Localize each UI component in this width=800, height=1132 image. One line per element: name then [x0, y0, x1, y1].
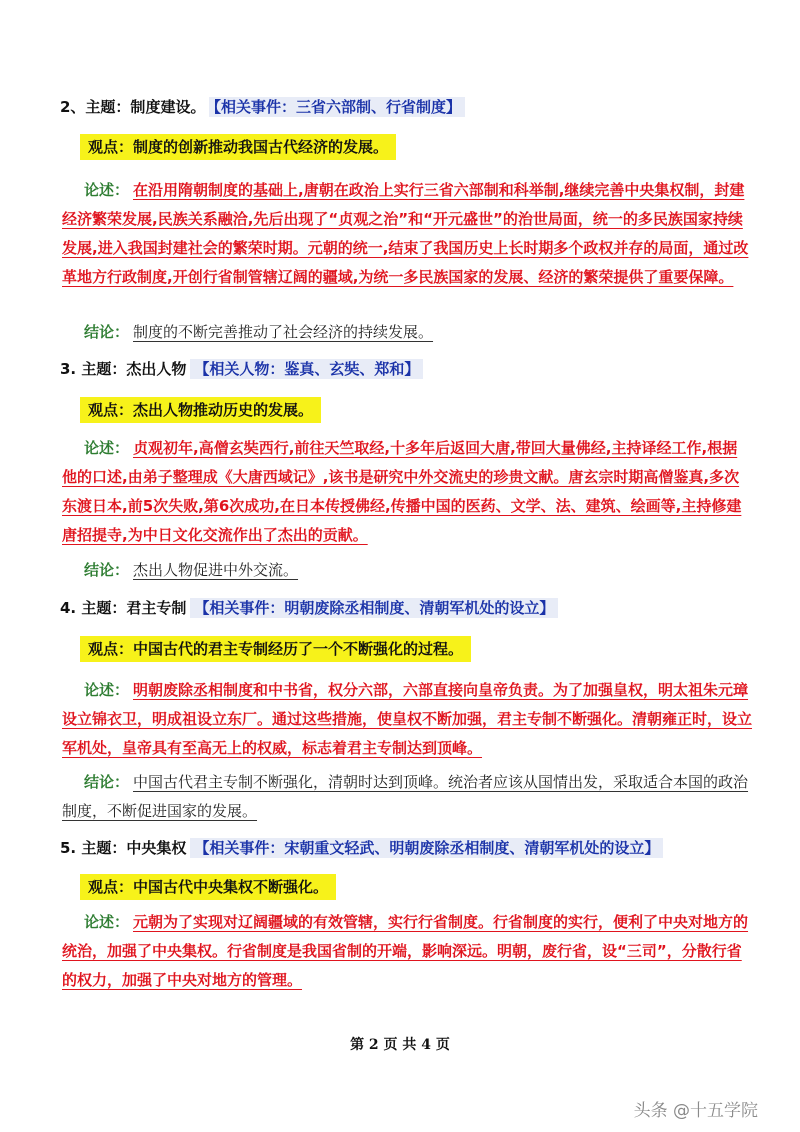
viewpoint-highlight: 观点：中国古代中央集权不断强化。: [80, 874, 336, 900]
conclusion-text: 中国古代君主专制不断强化，清朝时达到顶峰。统治者应该从国情出发，采取适合本国的政治制度，不断促进国家的发展。: [62, 773, 749, 820]
argument-label: 论述：: [84, 439, 130, 457]
argument-label: 论述：: [84, 181, 130, 199]
related-people: 【相关人物：鉴真、玄奘、郑和】: [190, 359, 423, 379]
argument-label: 论述：: [84, 681, 130, 699]
argument-text: 明朝废除丞相制度和中书省，权分六部，六部直接向皇帝负责。为了加强皇权，明太祖朱元璋设立锦衣卫，明成祖设立东厂。通过这些措施，使皇权不断加强，君主专制不断强化。清朝雍正时，设立军机处，皇帝具有至高无上的权威，标志着君主专制达到顶峰。: [62, 681, 753, 757]
viewpoint-highlight: 观点：制度的创新推动我国古代经济的发展。: [80, 134, 396, 160]
topic-heading: [60, 837, 663, 859]
viewpoint-highlight: 观点：中国古代的君主专制经历了一个不断强化的过程。: [80, 636, 471, 662]
related-events: 【相关事件：明朝废除丞相制度、清朝军机处的设立】: [190, 598, 558, 618]
topic-title: 5. 主题：中央集权: [60, 839, 187, 857]
topic-title: 2、主题：制度建设。: [60, 98, 206, 116]
topic-heading: [60, 96, 465, 118]
conclusion-label: 结论：: [84, 773, 130, 791]
argument-paragraph: [62, 908, 752, 995]
conclusion-label: 结论：: [84, 561, 130, 579]
conclusion-paragraph: [62, 556, 762, 585]
related-events: 【相关事件：宋朝重文轻武、明朝废除丞相制度、清朝军机处的设立】: [190, 838, 663, 858]
argument-text: 贞观初年,高僧玄奘西行,前往天竺取经,十多年后返回大唐,带回大量佛经,主持译经工作,根据他的口述,由弟子整理成《大唐西域记》,该书是研究中外交流史的珍贵文献。唐玄宗时期高僧鉴真,多次东渡日本,前5次失败,第6次成功,在日本传授佛经,传播中国的医药、文学、法、建筑、绘画等,主持修建唐招提寺,为中日文化交流作出了杰出的贡献。: [62, 439, 742, 544]
conclusion-paragraph: [62, 318, 762, 347]
topic-heading: [60, 597, 558, 619]
viewpoint-highlight: 观点：杰出人物推动历史的发展。: [80, 397, 321, 423]
topic-title: 4. 主题：君主专制: [60, 599, 187, 617]
watermark: 头条 @十五学院: [633, 1101, 758, 1121]
argument-paragraph: [62, 676, 752, 763]
topic-heading: [60, 358, 423, 380]
conclusion-paragraph: [62, 768, 762, 826]
argument-text: 元朝为了实现对辽阔疆域的有效管辖，实行行省制度。行省制度的实行，便利了中央对地方的统治，加强了中央集权。行省制度是我国省制的开端，影响深远。明朝，废行省，设“三司”，分散行省的权力，加强了中央对地方的管理。: [62, 913, 749, 989]
topic-title: 3. 主题：杰出人物: [60, 360, 187, 378]
argument-text: 在沿用隋朝制度的基础上,唐朝在政治上实行三省六部制和科举制,继续完善中央集权制，封建经济繁荣发展,民族关系融洽,先后出现了“贞观之治”和“开元盛世”的治世局面，统一的多民族国家持续发展,进入我国封建社会的繁荣时期。元朝的统一,结束了我国历史上长时期多个政权并存的局面，通过改革地方行政制度,开创行省制管辖辽阔的疆域,为统一多民族国家的发展、经济的繁荣提供了重要保障。: [62, 181, 749, 286]
argument-paragraph: [62, 434, 752, 550]
page-footer: 第 2 页 共 4 页: [350, 1037, 450, 1053]
argument-label: 论述：: [84, 913, 130, 931]
conclusion-text: 杰出人物促进中外交流。: [133, 561, 299, 579]
argument-paragraph: [62, 176, 752, 292]
conclusion-text: 制度的不断完善推动了社会经济的持续发展。: [133, 323, 434, 341]
related-events: 【相关事件：三省六部制、行省制度】: [209, 97, 465, 117]
conclusion-label: 结论：: [84, 323, 130, 341]
